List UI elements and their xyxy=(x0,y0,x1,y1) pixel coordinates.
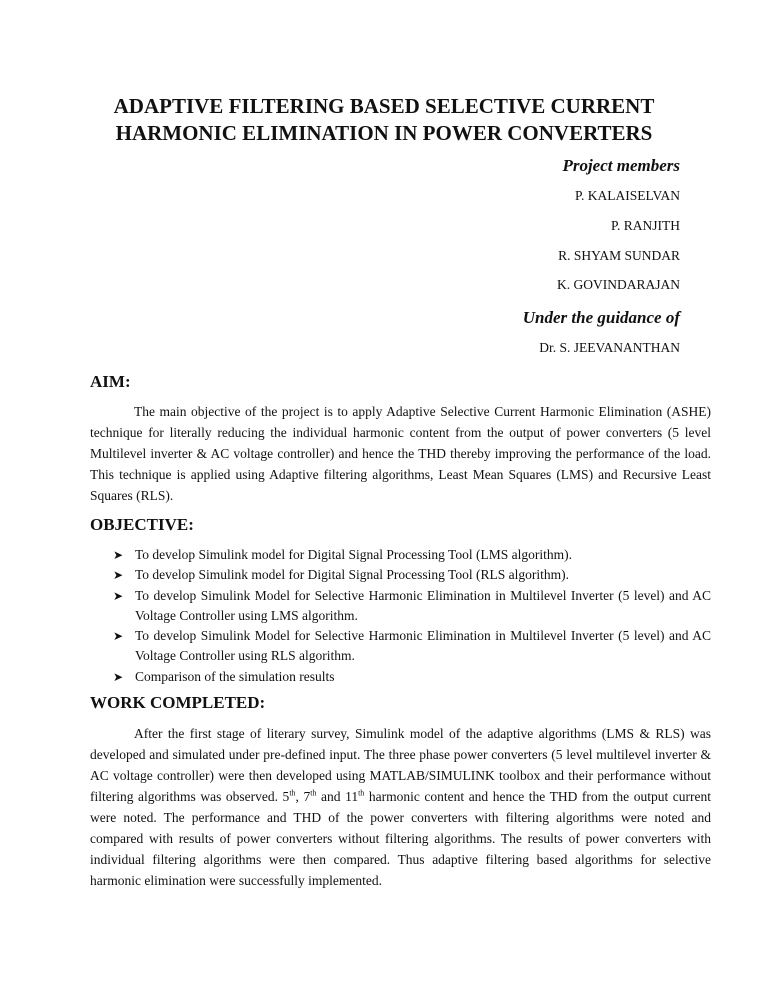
objective-item-text: To develop Simulink model for Digital Signal Processing Tool (LMS algorithm). xyxy=(135,547,572,562)
member-name: K. GOVINDARAJAN xyxy=(557,277,680,292)
guide-name: Dr. S. JEEVANANTHAN xyxy=(539,340,680,355)
arrow-bullet-icon: ➤ xyxy=(113,629,124,644)
arrow-bullet-icon: ➤ xyxy=(113,568,124,583)
guidance-heading: Under the guidance of xyxy=(522,308,680,327)
objective-item-text: Comparison of the simulation results xyxy=(135,668,335,684)
aim-paragraph: The main objective of the project is to apply Adaptive Selective Current Harmonic Elimination (ASHE) technique for literally reducing the individual harmonic content from the output of power converters (5 level Multilevel inverter & AC voltage controller) and hence the THD thereby improving the performance of the load. This technique is applied using Adaptive filtering algorithms, Least Mean Squares (LMS) and Recursive Least Squares (RLS). xyxy=(90,404,711,503)
objective-item-text: To develop Simulink Model for Selective Harmonic Elimination in Multilevel Inverter (5 level) and AC Voltage Controller using RLS algorithm. xyxy=(135,628,711,664)
objective-item xyxy=(90,565,711,585)
member-name: R. SHYAM SUNDAR xyxy=(558,248,680,263)
arrow-bullet-icon: ➤ xyxy=(113,548,124,562)
objective-item xyxy=(90,586,711,627)
work-completed-paragraph xyxy=(90,723,711,891)
project-members-heading: Project members xyxy=(562,156,680,175)
arrow-bullet-icon: ➤ xyxy=(113,669,124,684)
work-completed-heading: WORK COMPLETED: xyxy=(90,693,266,712)
document-title xyxy=(60,93,708,147)
objective-item xyxy=(90,667,711,687)
aim-heading: AIM: xyxy=(90,372,131,391)
objective-item-text: To develop Simulink model for Digital Signal Processing Tool (RLS algorithm). xyxy=(135,567,569,583)
objective-item xyxy=(90,545,711,565)
objective-item xyxy=(90,626,711,667)
arrow-bullet-icon: ➤ xyxy=(113,588,124,603)
work-text-part-3: and 11 xyxy=(316,789,359,804)
work-text-part-4: harmonic content and hence the THD from the output current were noted. The performance and THD of the power converters with filtering algorithms were noted and compared with results of power converters without filtering algorithms. The results of power converters with individual filtering algorithms were then compared. Thus adaptive filtering based algorithms for selective harmonic elimination were successfully implemented. xyxy=(90,789,712,888)
work-text-part-2: , 7 xyxy=(295,789,311,804)
title-line-2: HARMONIC ELIMINATION IN POWER CONVERTERS xyxy=(115,121,653,145)
member-name: P. RANJITH xyxy=(610,218,680,233)
ordinal-suffix: th xyxy=(358,788,365,798)
ordinal-suffix: th xyxy=(289,788,296,798)
ordinal-suffix: th xyxy=(310,788,317,798)
member-name: P. KALAISELVAN xyxy=(574,188,680,203)
objective-item-text: To develop Simulink Model for Selective Harmonic Elimination in Multilevel Inverter (5 level) and AC Voltage Controller using LMS algorithm. xyxy=(135,587,711,623)
objective-list xyxy=(90,545,711,687)
title-line-1: ADAPTIVE FILTERING BASED SELECTIVE CURRENT xyxy=(113,94,655,118)
work-text-part-1: After the first stage of literary survey, Simulink model of the adaptive algorithms (LMS & RLS) was developed and simulated under pre-defined input. The three phase power converters (5 level multilevel inverter & AC voltage controller) were then developed using MATLAB/SIMULINK toolbox and their performance without filtering algorithms was observed. 5 xyxy=(90,726,711,804)
objective-heading: OBJECTIVE: xyxy=(90,515,194,534)
